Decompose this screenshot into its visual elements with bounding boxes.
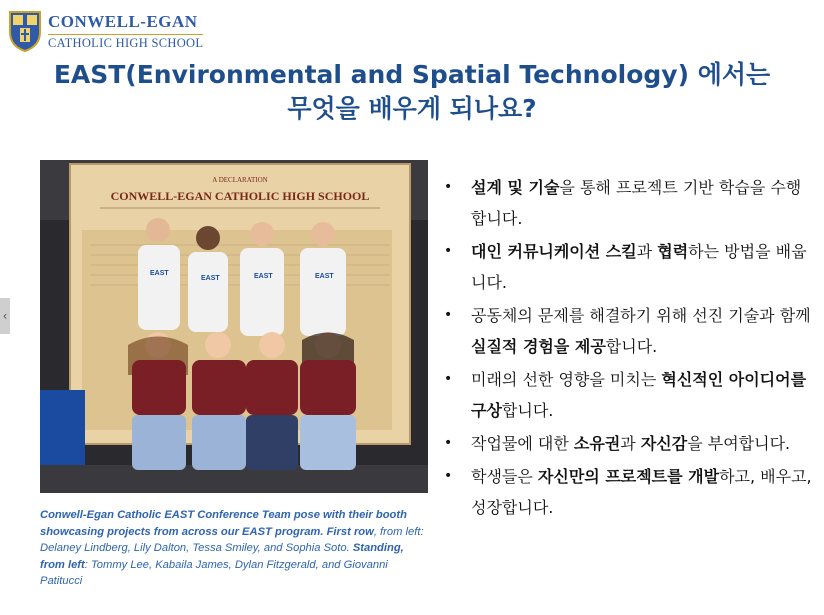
bullet-text: 과 — [620, 434, 641, 453]
shirt-text-1: EAST — [150, 270, 169, 277]
bullet-bold: 소유권 — [573, 434, 621, 453]
logo-line1: CONWELL-EGAN — [48, 11, 198, 31]
bullet-text: 과 — [636, 242, 658, 261]
bullet-bold: 대인 커뮤니케이션 스킬 — [471, 242, 637, 261]
bullet-text: 합니다. — [605, 337, 658, 356]
shirt-text-2: EAST — [201, 275, 220, 282]
bullet-dot-icon: • — [444, 243, 453, 259]
bullet-item — [442, 364, 817, 426]
banner-main-text: CONWELL-EGAN CATHOLIC HIGH SCHOOL — [110, 189, 370, 203]
bullet-dot-icon: • — [444, 435, 453, 451]
school-crest-icon — [8, 10, 42, 52]
slide-title — [0, 58, 824, 126]
team-photo — [40, 160, 428, 493]
bullet-bold: 협력 — [657, 242, 689, 261]
bullet-text: 학생들은 — [471, 467, 538, 486]
title-line2: 무엇을 배우게 되나요? — [287, 94, 537, 123]
logo-line2: CATHOLIC HIGH SCHOOL — [48, 35, 204, 50]
bullet-item — [442, 300, 817, 362]
bullet-dot-icon: • — [444, 468, 453, 484]
caption-intro: Conwell-Egan Catholic EAST Conference Team pose with their booth showcasing projects from across our EAST program. — [40, 509, 407, 538]
bullet-bold: 설계 및 기술 — [471, 178, 560, 197]
bullet-bold: 자신감 — [640, 434, 688, 453]
bullet-item — [442, 461, 817, 523]
bullet-text: 합니다. — [501, 401, 554, 420]
shirt-text-3: EAST — [254, 273, 273, 280]
caption-first-row-text: , from left: Delaney Lindberg, Lily Dalton, Tessa Smiley, and Sophia Soto. — [40, 525, 424, 554]
caption-standing-text: : Tommy Lee, Kabaila James, Dylan Fitzgerald, and Giovanni Patitucci — [40, 558, 388, 587]
bullet-text: 공동체의 문제를 해결하기 위해 선진 기술과 함께 — [471, 306, 811, 325]
bullet-text: 을 부여합니다. — [687, 434, 791, 453]
bullet-bold: 자신만의 프로젝트를 개발 — [537, 467, 720, 486]
bullet-text: 하는 방법을 배웁니다. — [471, 242, 807, 292]
bullet-bold: 실질적 경험을 제공 — [471, 337, 606, 356]
photo-caption — [40, 507, 430, 590]
bullet-item — [442, 172, 817, 234]
chevron-left-icon: ‹ — [2, 309, 8, 323]
bullet-text: 미래의 선한 영향을 미치는 — [471, 370, 662, 389]
bullet-dot-icon: • — [444, 307, 453, 323]
banner-small-text: A DECLARATION — [212, 176, 268, 184]
caption-first-row-label: First row — [326, 525, 374, 538]
bullet-list — [442, 172, 817, 525]
bullet-bold: 혁신적인 아이디어를 구상 — [471, 370, 807, 420]
school-logo — [8, 10, 203, 52]
shirt-text-4: EAST — [315, 273, 334, 280]
bullet-text: 을 통해 프로젝트 기반 학습을 수행 합니다. — [471, 178, 802, 228]
bullet-item — [442, 236, 817, 298]
title-line1: EAST(Environmental and Spatial Technology) 에서는 — [53, 60, 771, 89]
bullet-dot-icon: • — [444, 371, 453, 387]
caption-standing-label: Standing, from left — [40, 542, 404, 571]
bullet-text: 하고, 배우고, 성장합니다. — [471, 467, 812, 517]
bullet-text: 작업물에 대한 — [471, 434, 574, 453]
bullet-item — [442, 428, 817, 459]
bullet-dot-icon: • — [444, 179, 453, 195]
prev-slide-tab[interactable] — [0, 298, 10, 334]
